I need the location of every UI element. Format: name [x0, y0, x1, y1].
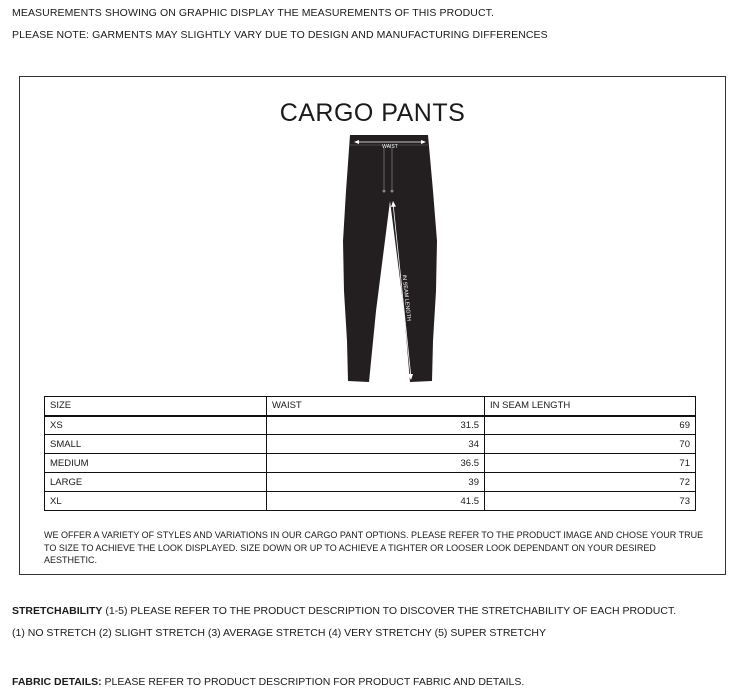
- fabric-details-text: PLEASE REFER TO PRODUCT DESCRIPTION FOR PRODUCT FABRIC AND DETAILS.: [101, 676, 525, 688]
- table-row: [45, 416, 696, 435]
- cell-inseam: 72: [485, 473, 696, 492]
- waist-label: WAIST: [382, 144, 398, 150]
- stretch-scale: (1) NO STRETCH (2) SLIGHT STRETCH (3) AVERAGE STRETCH (4) VERY STRETCHY (5) SUPER STRETCHY: [12, 627, 547, 639]
- cell-size: XS: [45, 416, 267, 435]
- cell-inseam: 73: [485, 492, 696, 511]
- cell-waist: 41.5: [267, 492, 485, 511]
- cell-waist: 36.5: [267, 454, 485, 473]
- table-header-row: [45, 397, 696, 416]
- stretchability-text: (1-5) PLEASE REFER TO THE PRODUCT DESCRIPTION TO DISCOVER THE STRETCHABILITY OF EACH PRODUCT.: [102, 605, 677, 617]
- inseam-label: IN SEAM LENGTH: [400, 274, 412, 322]
- cell-size: SMALL: [45, 435, 267, 454]
- cell-size: XL: [45, 492, 267, 511]
- fabric-details-line: [12, 676, 524, 688]
- cell-waist: 39: [267, 473, 485, 492]
- cell-inseam: 70: [485, 435, 696, 454]
- cell-inseam: 71: [485, 454, 696, 473]
- cell-inseam: 69: [485, 416, 696, 435]
- fabric-details-label: FABRIC DETAILS:: [12, 676, 102, 688]
- stretchability-label: STRETCHABILITY: [12, 605, 103, 617]
- header-line-1: MEASUREMENTS SHOWING ON GRAPHIC DISPLAY THE MEASUREMENTS OF THIS PRODUCT.: [12, 7, 494, 19]
- header-waist: WAIST: [267, 397, 485, 416]
- size-chart-frame: [19, 76, 726, 575]
- stretchability-line: [12, 605, 676, 617]
- table-row: [45, 492, 696, 511]
- cargo-pants-illustration: [340, 131, 440, 386]
- header-size: SIZE: [45, 397, 267, 416]
- cell-size: MEDIUM: [45, 454, 267, 473]
- pants-silhouette: [343, 135, 437, 382]
- header-line-2: PLEASE NOTE: GARMENTS MAY SLIGHTLY VARY DUE TO DESIGN AND MANUFACTURING DIFFERENCES: [12, 29, 548, 41]
- cell-waist: 34: [267, 435, 485, 454]
- table-row: [45, 454, 696, 473]
- header-inseam: IN SEAM LENGTH: [485, 397, 696, 416]
- cell-size: LARGE: [45, 473, 267, 492]
- table-row: [45, 473, 696, 492]
- table-row: [45, 435, 696, 454]
- fit-description: WE OFFER A VARIETY OF STYLES AND VARIATIONS IN OUR CARGO PANT OPTIONS. PLEASE REFER TO THE PRODUCT IMAGE AND CHOSE YOUR TRUE TO SIZE TO ACHIEVE THE LOOK DISPLAYED. SIZE DOWN OR UP TO ACHIEVE A TIGHTER OR LOOSER LOOK DEPENDANT ON YOUR DESIRED AESTHETIC.: [44, 530, 704, 565]
- cell-waist: 31.5: [267, 416, 485, 435]
- chart-title: CARGO PANTS: [279, 99, 466, 127]
- size-table: [44, 396, 696, 511]
